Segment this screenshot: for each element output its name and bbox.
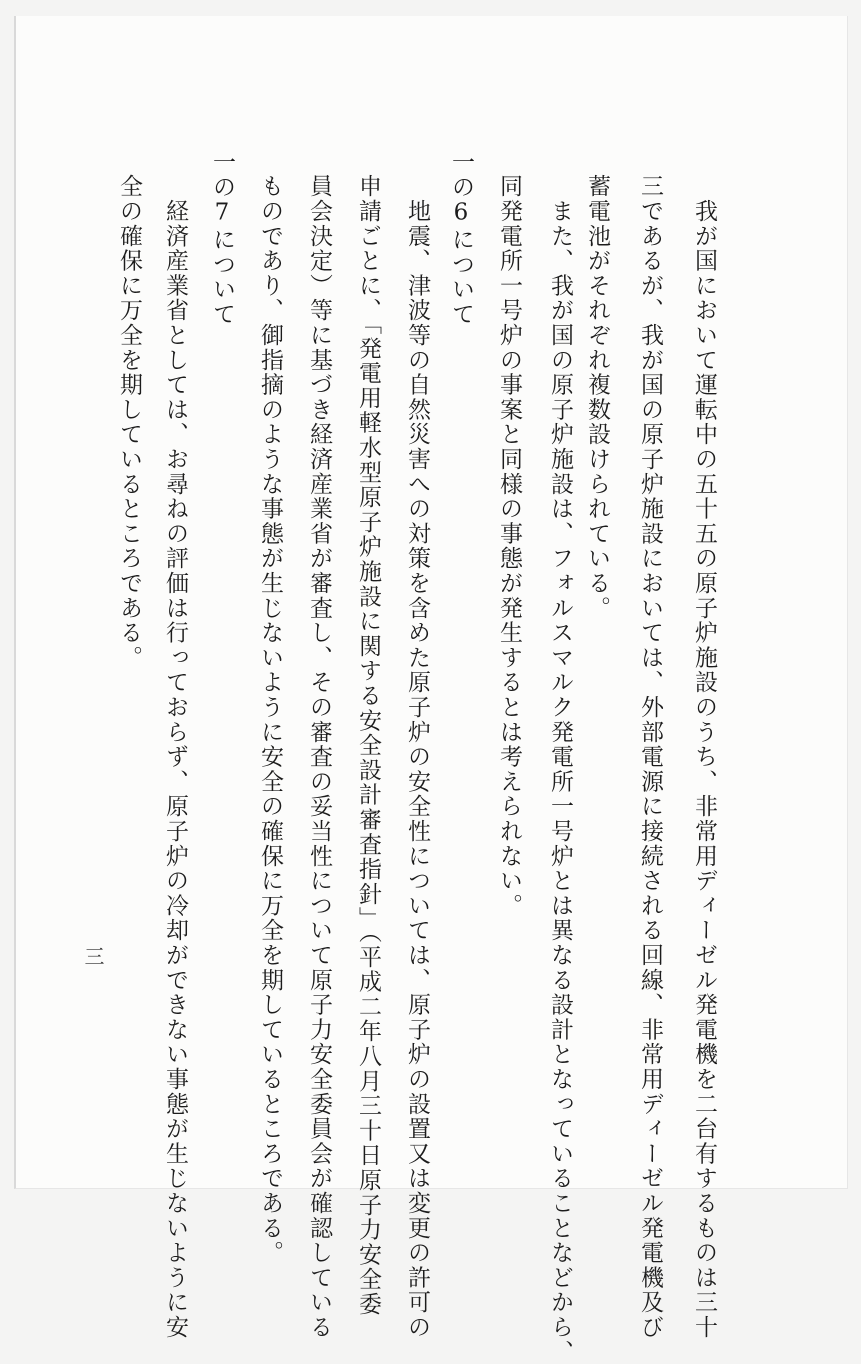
text-line-9: 員会決定）等に基づき経済産業省が審査し、その審査の妥当性について原子力安全委員会が確認している (306, 174, 332, 1340)
text-line-5: 同発電所一号炉の事案と同様の事態が発生するとは考えられない。 (496, 174, 522, 918)
text-line-13: 全の確保に万全を期しているところである。 (116, 174, 142, 670)
page-number: 三 (81, 946, 105, 966)
text-line-12: 経済産業省としては、お尋ねの評価は行っておらず、原子炉の冷却ができない事態が生じないように安 (162, 174, 188, 1340)
text-line-4: また、我が国の原子炉施設は、フォルスマルク発電所一号炉とは異なる設計となっていることなどから、 (547, 174, 573, 1364)
text-line-2: 三であるが、我が国の原子炉施設においては、外部電源に接続される回線、非常用ディーゼル発電機及び (637, 174, 663, 1340)
text-line-8: 申請ごとに、「発電用軽水型原子炉施設に関する安全設計審査指針」（平成二年八月三十日原子力安全委 (355, 174, 381, 1317)
text-line-10: ものであり、御指摘のような事態が生じないように安全の確保に万全を期しているところである。 (257, 174, 283, 1266)
text-line-1: 我が国において運転中の五十五の原子炉施設のうち、非常用ディーゼル発電機を二台有するものは三十 (691, 174, 717, 1340)
section-heading-1-7: 一の7について (209, 150, 235, 327)
text-line-7: 地震、津波等の自然災害への対策を含めた原子炉の安全性については、原子炉の設置又は変更の許可の (404, 174, 430, 1340)
document-page (14, 16, 848, 1364)
text-line-3: 蓄電池がそれぞれ複数設けられている。 (584, 174, 610, 621)
section-heading-1-6: 一の6について (448, 150, 474, 327)
